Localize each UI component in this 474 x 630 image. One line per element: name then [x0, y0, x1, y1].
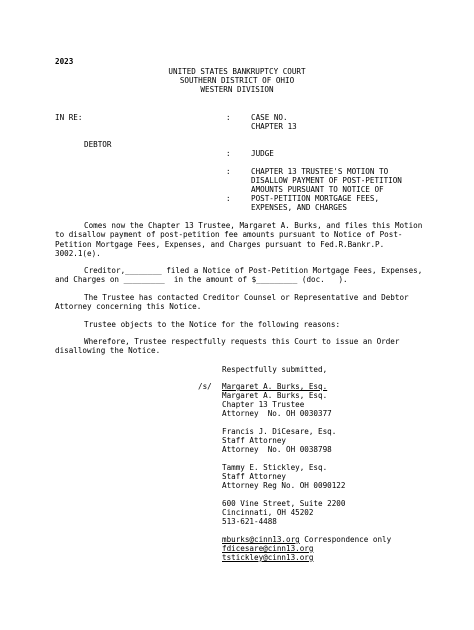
- debtor-label: DEBTOR: [84, 140, 112, 149]
- email-link-burks[interactable]: mburks@cinn13.org: [222, 535, 300, 544]
- caption-colon: :: [226, 113, 231, 122]
- court-district: SOUTHERN DISTRICT OF OHIO: [179, 76, 295, 85]
- body-paragraph-contact: The Trustee has contacted Creditor Counsel or Representative and Debtor Attorney concerning this Notice.: [55, 293, 409, 312]
- caption-colon: :: [226, 167, 231, 176]
- signature-attorney-no-stickley: Attorney Reg No. OH 0090122: [222, 481, 346, 490]
- office-address-street: 600 Vine Street, Suite 2200: [222, 499, 346, 508]
- body-paragraph-intro: Comes now the Chapter 13 Trustee, Margaret A. Burks, and files this Motion to disallow payment of post-petition fee amounts pursuant to Notice of Post-Petition Mortgage Fees, Expenses, and Charges pursuant to Fed.R.Bankr.P. 3002.1(e).: [55, 221, 423, 258]
- motion-title-line: DISALLOW PAYMENT OF POST-PETITION: [251, 176, 402, 185]
- body-paragraph-creditor: Creditor,________ filed a Notice of Post-Petition Mortgage Fees, Expenses, and Charges on _________ in the amount of $_________ (doc. ).: [55, 266, 427, 285]
- motion-title-line: AMOUNTS PURSUANT TO NOTICE OF: [251, 185, 384, 194]
- court-division: WESTERN DIVISION: [200, 85, 274, 94]
- body-paragraph-objection: Trustee objects to the Notice for the following reasons:: [84, 320, 341, 329]
- email-link-stickley[interactable]: tstickley@cinn13.org: [222, 553, 314, 562]
- in-re-label: IN RE:: [55, 113, 83, 122]
- email-line-burks: [222, 535, 391, 544]
- motion-title-line: EXPENSES, AND CHARGES: [251, 203, 348, 212]
- signature-attorney-no-trustee: Attorney No. OH 0030377: [222, 409, 332, 418]
- signature-attorney-no-dicesare: Attorney No. OH 0038798: [222, 445, 332, 454]
- signature-title-trustee: Chapter 13 Trustee: [222, 400, 305, 409]
- email-link-dicesare[interactable]: fdicesare@cinn13.org: [222, 544, 314, 553]
- signature-closing: Respectfully submitted,: [222, 365, 328, 374]
- office-phone: 513-621-4488: [222, 517, 277, 526]
- signature-title-dicesare: Staff Attorney: [222, 436, 287, 445]
- motion-title-line: POST-PETITION MORTGAGE FEES,: [251, 194, 380, 203]
- email-note: Correspondence only: [299, 535, 392, 544]
- case-no-label: CASE NO.: [251, 113, 288, 122]
- chapter-label: CHAPTER 13: [251, 122, 297, 131]
- signature-title-stickley: Staff Attorney: [222, 472, 287, 481]
- judge-label: JUDGE: [251, 149, 274, 158]
- caption-colon: :: [226, 149, 231, 158]
- signature-name-trustee-signed: Margaret A. Burks, Esq.: [222, 382, 328, 391]
- signature-name-dicesare: Francis J. DiCesare, Esq.: [222, 427, 337, 436]
- court-name: UNITED STATES BANKRUPTCY COURT: [168, 67, 306, 76]
- signature-name-stickley: Tammy E. Stickley, Esq.: [222, 463, 328, 472]
- document-year: 2023: [55, 57, 74, 66]
- motion-title-line: CHAPTER 13 TRUSTEE'S MOTION TO: [251, 167, 389, 176]
- caption-colon: :: [226, 194, 231, 203]
- signature-prefix: /s/: [198, 382, 212, 391]
- signature-name-trustee: Margaret A. Burks, Esq.: [222, 391, 328, 400]
- body-paragraph-wherefore: Wherefore, Trustee respectfully requests this Court to issue an Order disallowing the Notice.: [55, 337, 400, 356]
- office-address-city: Cincinnati, OH 45202: [222, 508, 314, 517]
